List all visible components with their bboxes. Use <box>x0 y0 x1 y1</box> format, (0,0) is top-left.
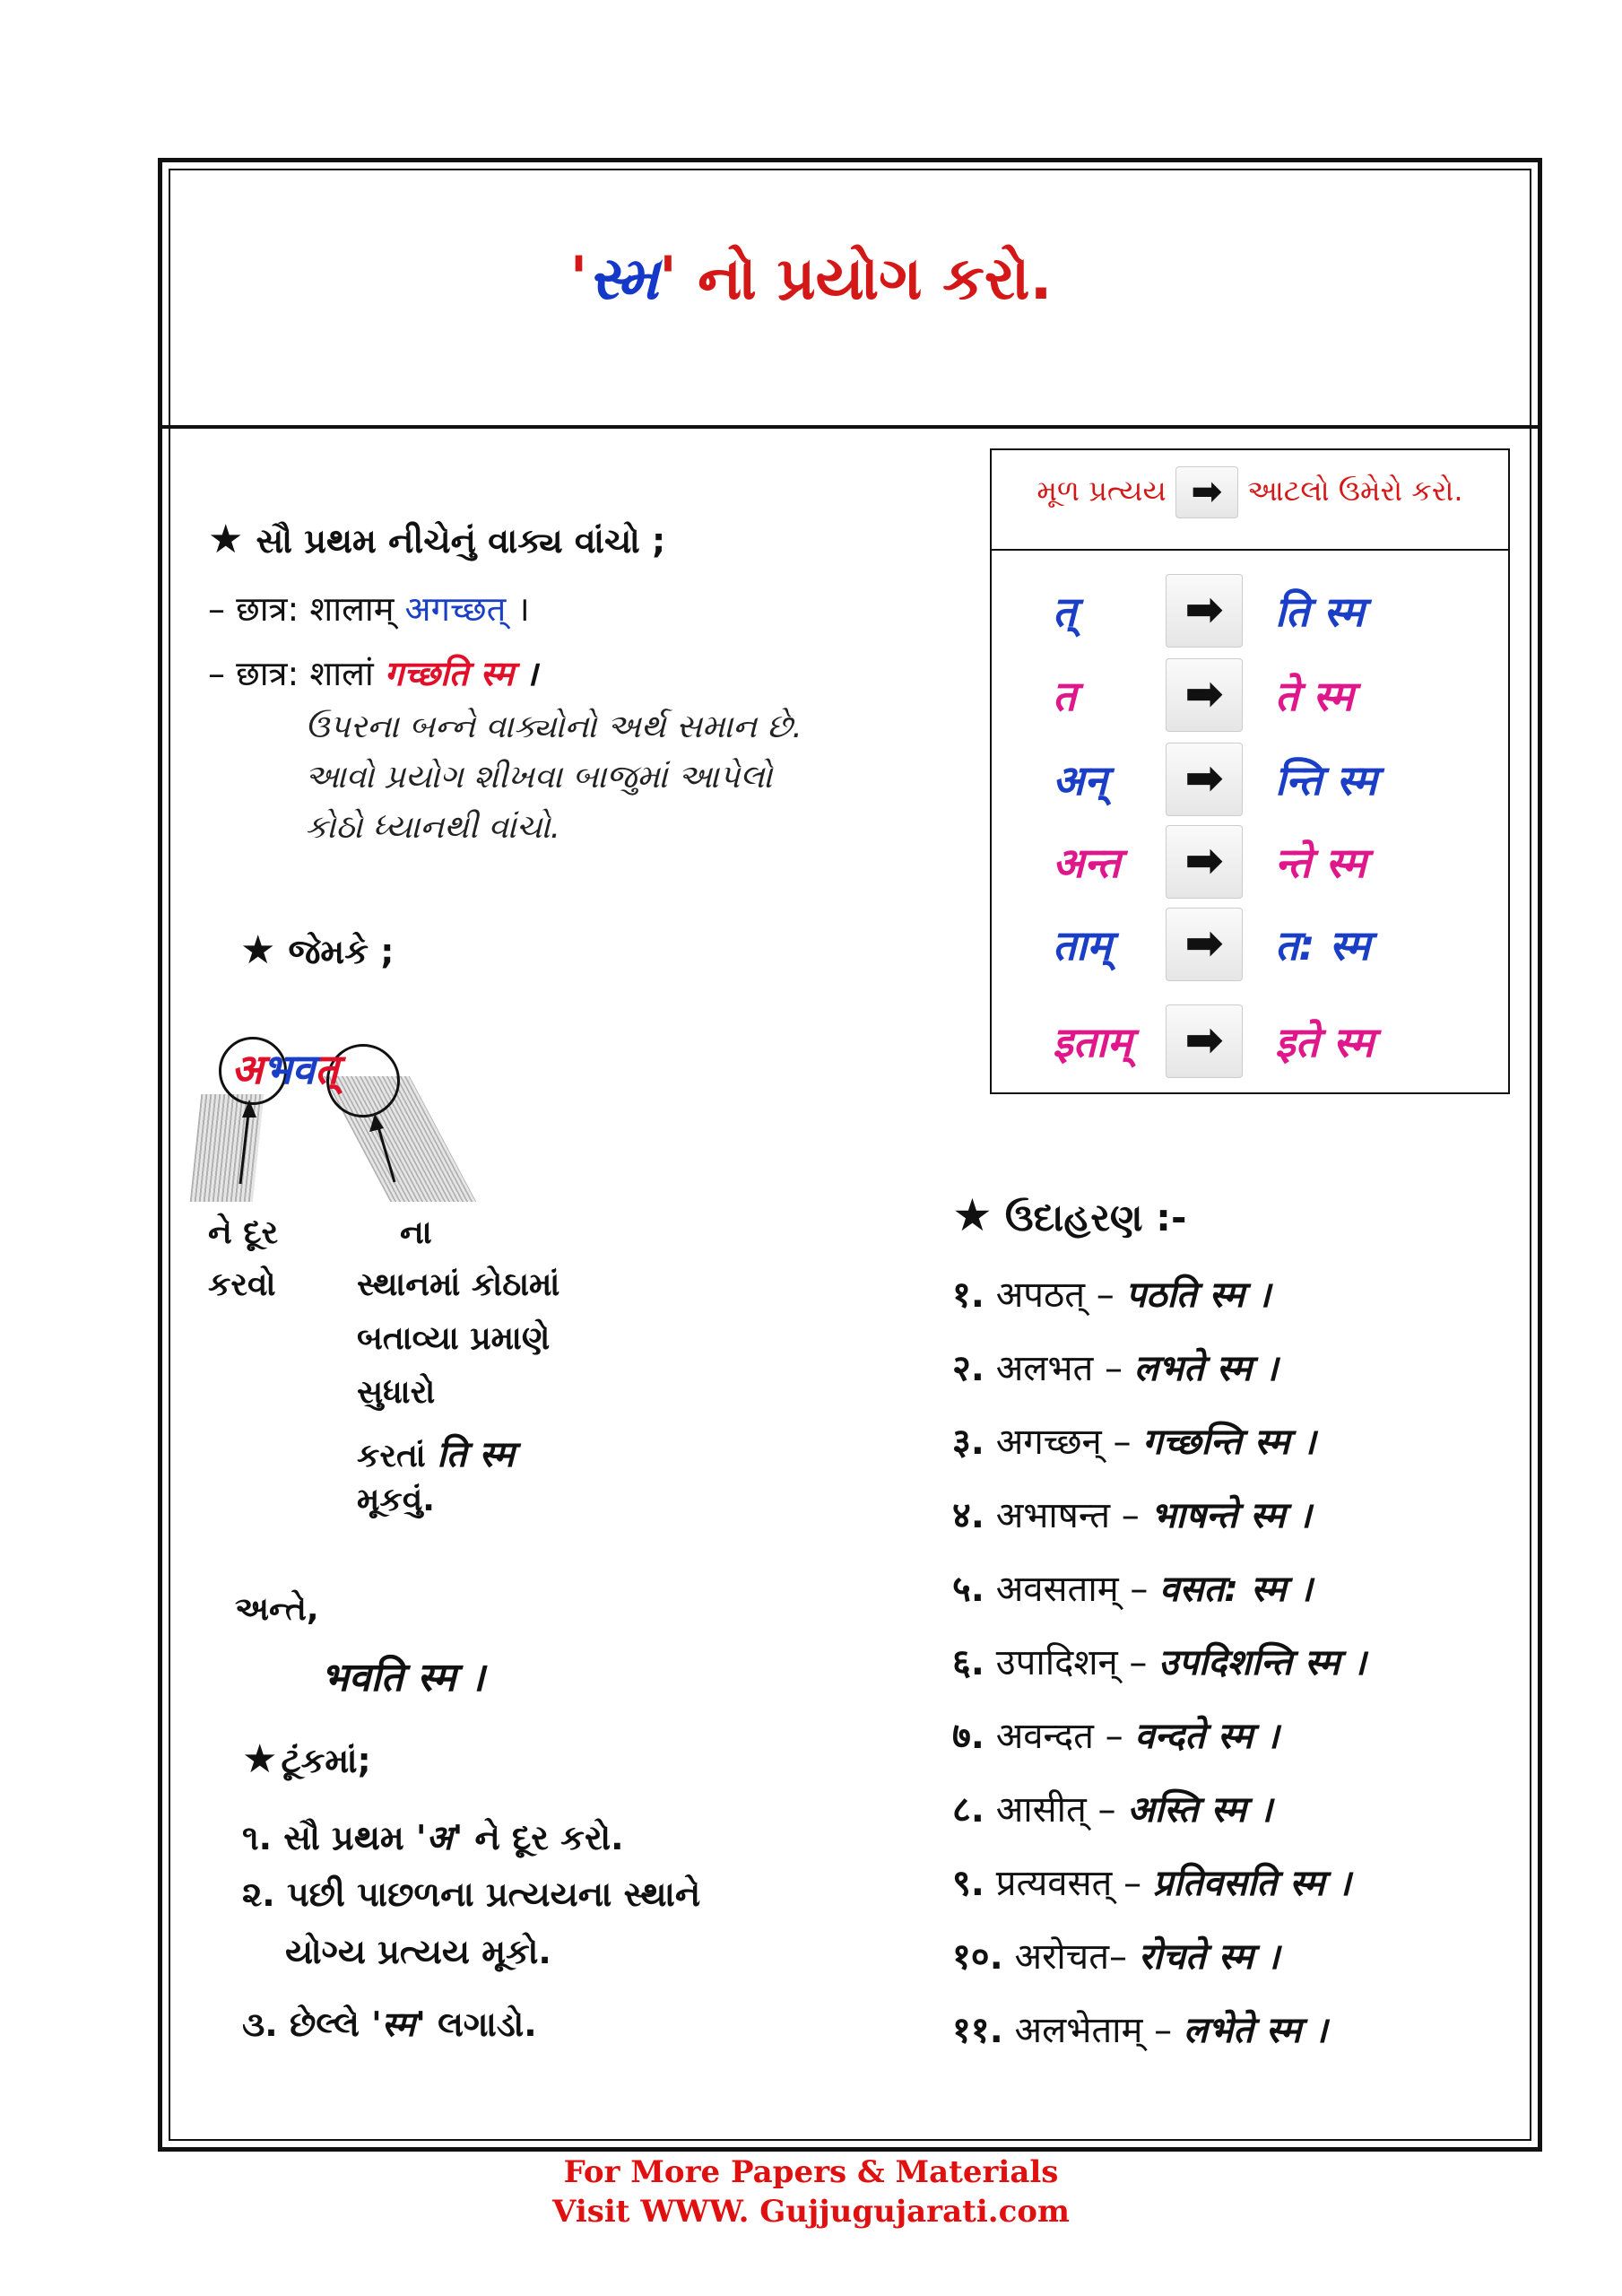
example-answer: वसत: स्म । <box>1159 1569 1313 1610</box>
example-number: १०. <box>952 1936 1003 1978</box>
summary-step-3 <box>242 2000 537 2047</box>
example-answer: गच्छन्ति स्म । <box>1142 1422 1316 1463</box>
diagram-letter-a: अ <box>231 1045 264 1093</box>
example-question: अगच्छन् <box>995 1422 1102 1463</box>
example-number: ६. <box>952 1642 984 1683</box>
example-item <box>952 1857 1351 1906</box>
final-result: भवति स्म । <box>321 1655 485 1700</box>
example-item <box>952 1415 1315 1465</box>
replacement-suffix: इते स्म <box>1275 1018 1375 1066</box>
example-question: आसीत् <box>995 1789 1087 1831</box>
example-separator: – <box>1118 1569 1160 1610</box>
title-close-quote: ' <box>658 244 678 313</box>
diagram-word <box>231 1040 338 1096</box>
example-question: अरोचत <box>1014 1936 1109 1978</box>
example-answer: अस्ति स्म । <box>1127 1789 1273 1831</box>
example-question: अपठत् <box>995 1274 1086 1316</box>
diagram-letter-t: त् <box>315 1045 339 1093</box>
example-question: अलभेताम् <box>1014 2010 1143 2051</box>
original-suffix: इताम् <box>1053 1018 1132 1066</box>
example-answer: प्रतिवसति स्म । <box>1152 1863 1351 1904</box>
example-number: ९. <box>952 1863 984 1904</box>
example-number: ११. <box>952 2010 1003 2051</box>
example-separator: – <box>1109 1936 1139 1978</box>
summary-heading <box>242 1736 371 1782</box>
arrow-right-icon: ➡ <box>1166 908 1243 981</box>
example-number: ८. <box>952 1789 984 1831</box>
summary-step-2b: યોગ્ય પ્રત્યય મૂકો. <box>285 1932 551 1971</box>
diagram-right-note-4: સુધારો <box>357 1374 436 1411</box>
example-answer: रोचते स्म । <box>1138 1936 1280 1978</box>
header-add-this: આટલો ઉમેરો કરો. <box>1247 474 1463 508</box>
diagram-right-note-3: બતાવ્યા પ્રમાણે <box>357 1320 551 1357</box>
examples-heading <box>952 1189 1186 1241</box>
for-example-label <box>240 927 394 973</box>
suffix-table-row <box>990 574 1510 649</box>
replacement-suffix: ति स्म <box>1275 587 1365 636</box>
sentence-2-end: । <box>525 654 538 693</box>
sentence-2-verb: गच्छति स्म <box>384 654 515 693</box>
example-question: अवन्दत <box>995 1716 1094 1757</box>
original-suffix: अन् <box>1053 756 1107 804</box>
example-separator: – <box>1093 1716 1135 1757</box>
title-word: સ્મ <box>587 244 659 313</box>
example-number: ३. <box>952 1422 984 1463</box>
sentence-1 <box>208 585 530 631</box>
suffix-table-row <box>990 658 1510 734</box>
star-icon: ★ <box>240 927 276 973</box>
title-divider <box>158 425 1542 429</box>
intro-heading <box>208 517 665 562</box>
example-answer: वन्दते स्म । <box>1134 1716 1279 1757</box>
star-icon: ★ <box>208 517 244 562</box>
sentence-2-prefix: – छात्र: शालां <box>208 654 374 693</box>
example-answer: पठति स्म । <box>1125 1274 1271 1316</box>
sentence-1-prefix: – छात्र: शालाम् <box>208 589 395 629</box>
example-number: ७. <box>952 1716 984 1757</box>
example-answer: भाषन्ते स्म । <box>1150 1495 1312 1536</box>
star-icon: ★ <box>952 1189 993 1241</box>
sentence-1-verb: अगच्छत् <box>404 589 507 629</box>
diagram-left-note-2: કરવો <box>208 1266 276 1303</box>
diagram-right-note-5-text: કરતાં <box>357 1438 426 1474</box>
example-number: २. <box>952 1348 984 1389</box>
example-separator: – <box>1142 2010 1184 2051</box>
example-item <box>952 1783 1272 1832</box>
original-suffix: त् <box>1053 587 1077 636</box>
example-item <box>952 1636 1366 1685</box>
example-number: १. <box>952 1274 984 1316</box>
example-answer: लभेते स्म । <box>1183 2010 1328 2051</box>
summary-step-3-b: स्म <box>381 2005 416 2044</box>
example-question: अभाषन्त <box>995 1495 1110 1536</box>
example-item <box>952 2004 1327 2053</box>
arrow-right-icon: ➡ <box>1166 825 1243 899</box>
summary-step-2: ૨. પછી પાછળના પ્રત્યયના સ્થાને <box>242 1874 701 1914</box>
intro-note-3: કોઠો ધ્યાનથી વાંચો. <box>305 809 561 846</box>
original-suffix: अन्त <box>1053 839 1121 887</box>
example-separator: – <box>1117 1642 1159 1683</box>
example-separator: – <box>1101 1422 1143 1463</box>
intro-note-1: ઉપરના બન્ને વાક્યોનો અર્થ સમાન છે. <box>305 709 802 745</box>
example-item <box>952 1342 1278 1391</box>
finally-label: અન્તે, <box>235 1591 319 1628</box>
example-answer: लभते स्म । <box>1133 1348 1279 1389</box>
arrow-right-icon: ➡ <box>1166 1004 1243 1078</box>
header-original-suffix: મૂળ પ્રત્યય <box>1037 474 1167 508</box>
summary-step-1-c: ' ને દૂર કરો. <box>452 1818 624 1857</box>
suffix-table-header-divider <box>990 549 1510 551</box>
example-question: अलभत <box>995 1348 1094 1389</box>
suffix-table-row <box>990 1004 1510 1080</box>
example-item <box>952 1709 1279 1759</box>
example-question: प्रत्यवसत् <box>995 1863 1113 1904</box>
summary-step-1-a: ૧. સૌ પ્રથમ ' <box>242 1818 427 1857</box>
diagram-letters-bhav: भव <box>263 1045 316 1093</box>
diagram-left-note-1: ને દૂર <box>208 1214 279 1251</box>
suffix-table-row <box>990 743 1510 818</box>
example-question: उपादिशन् <box>995 1642 1118 1683</box>
replacement-suffix: त: स्म <box>1275 921 1371 970</box>
diagram-right-note-5 <box>357 1428 515 1477</box>
arrow-right-icon: ➡ <box>1166 658 1243 732</box>
sentence-2 <box>208 649 538 696</box>
star-icon: ★ <box>242 1736 278 1782</box>
example-item <box>952 1930 1279 1979</box>
footer-line-1: For More Papers & Materials <box>563 2154 1059 2190</box>
header-arrow-icon: ➡ <box>1175 466 1238 518</box>
example-question: अवसताम् <box>995 1569 1119 1610</box>
diagram-right-note-6: મૂકવું. <box>357 1482 435 1518</box>
intro-heading-text: સૌ પ્રથમ નીચેનું વાક્ય વાંચો ; <box>256 521 666 561</box>
summary-step-1 <box>242 1813 624 1860</box>
example-separator: – <box>1085 1274 1126 1316</box>
sentence-1-end: । <box>516 589 530 629</box>
example-separator: – <box>1112 1863 1153 1904</box>
example-number: ५. <box>952 1569 984 1610</box>
replacement-suffix: न्ते स्म <box>1275 839 1366 887</box>
arrow-right-icon: ➡ <box>1166 574 1243 648</box>
title-rest: નો પ્રયોગ કરો. <box>677 244 1053 313</box>
example-answer: उपदिशन्ति स्म । <box>1158 1642 1366 1683</box>
original-suffix: ताम् <box>1053 921 1112 970</box>
replacement-suffix: न्ति स्म <box>1275 756 1377 804</box>
title-open-quote: ' <box>569 244 588 313</box>
example-separator: – <box>1086 1789 1128 1831</box>
original-suffix: त <box>1053 672 1077 720</box>
diagram-right-note-1: ના <box>400 1214 432 1251</box>
summary-step-3-a: ૩. છેલ્લે ' <box>242 2005 382 2044</box>
example-item <box>952 1268 1271 1318</box>
footer-line-2: Visit WWW. Gujjugujarati.com <box>552 2194 1070 2230</box>
suffix-table-row <box>990 908 1510 983</box>
example-separator: – <box>1093 1348 1134 1389</box>
suffix-table-row <box>990 825 1510 900</box>
example-number: ४. <box>952 1495 984 1536</box>
summary-step-1-b: अ <box>426 1818 453 1857</box>
replacement-suffix: ते स्म <box>1275 672 1354 720</box>
example-separator: – <box>1110 1495 1151 1536</box>
for-example-text: જેમકે ; <box>288 932 395 971</box>
summary-heading-text: ટૂંકમાં; <box>281 1741 371 1780</box>
suffix-table-header <box>990 466 1510 518</box>
diagram-right-note-5-suffix: ति स्म <box>437 1434 515 1475</box>
examples-heading-text: ઉદાહરણ :- <box>1004 1196 1187 1239</box>
diagram-right-note-2: સ્થાનમાં કોઠામાં <box>357 1266 560 1303</box>
page-title <box>0 244 1622 315</box>
summary-step-3-c: ' લગાડો. <box>415 2005 537 2044</box>
arrow-right-icon: ➡ <box>1166 743 1243 816</box>
example-item <box>952 1562 1313 1612</box>
intro-note-2: આવો પ્રયોગ શીખવા બાજુમાં આપેલો <box>305 759 773 796</box>
example-item <box>952 1489 1312 1538</box>
